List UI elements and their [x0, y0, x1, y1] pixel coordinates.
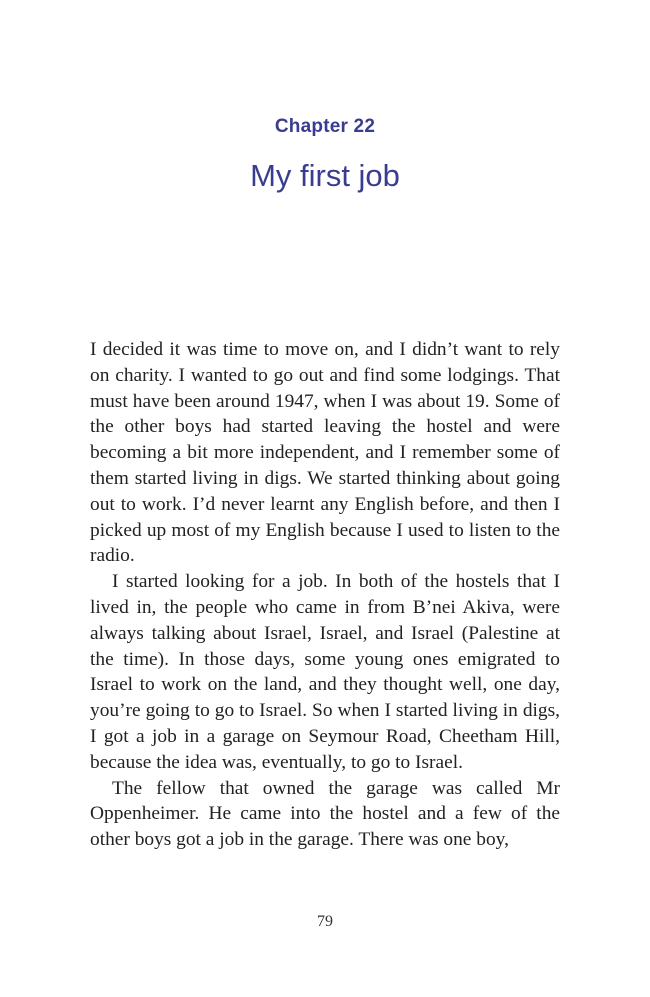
- page-number: 79: [317, 913, 333, 930]
- paragraph: The fellow that owned the garage was called Mr Oppenheimer. He came into the hostel and a few of the other boys got a job in the garage. There was one boy,: [90, 777, 560, 851]
- chapter-title: My first job: [250, 158, 400, 193]
- paragraph: I decided it was time to move on, and I didn’t want to rely on charity. I wanted to go out and find some lodgings. That must have been around 1947, when I was about 19. Some of the other boys had started leaving the hostel and were becoming a bit more independent, and I remember some of them started living in digs. We started thinking about going out to work. I’d never learnt any English before, and then I picked up most of my English because I used to listen to the radio.: [90, 339, 560, 567]
- paragraph: I started looking for a job. In both of the hostels that I lived in, the people who came in from B’nei Akiva, were always talking about Israel, Israel, and Israel (Palestine at the time). In those days, some young ones emigrated to Israel to work on the land, and they thought well, one day, you’re going to go to Israel. So when I started living in digs, I got a job in a garage on Seymour Road, Cheetham Hill, because the idea was, eventually, to go to Israel.: [90, 571, 560, 773]
- chapter-number: Chapter 22: [274, 116, 376, 137]
- body-text: [90, 337, 560, 853]
